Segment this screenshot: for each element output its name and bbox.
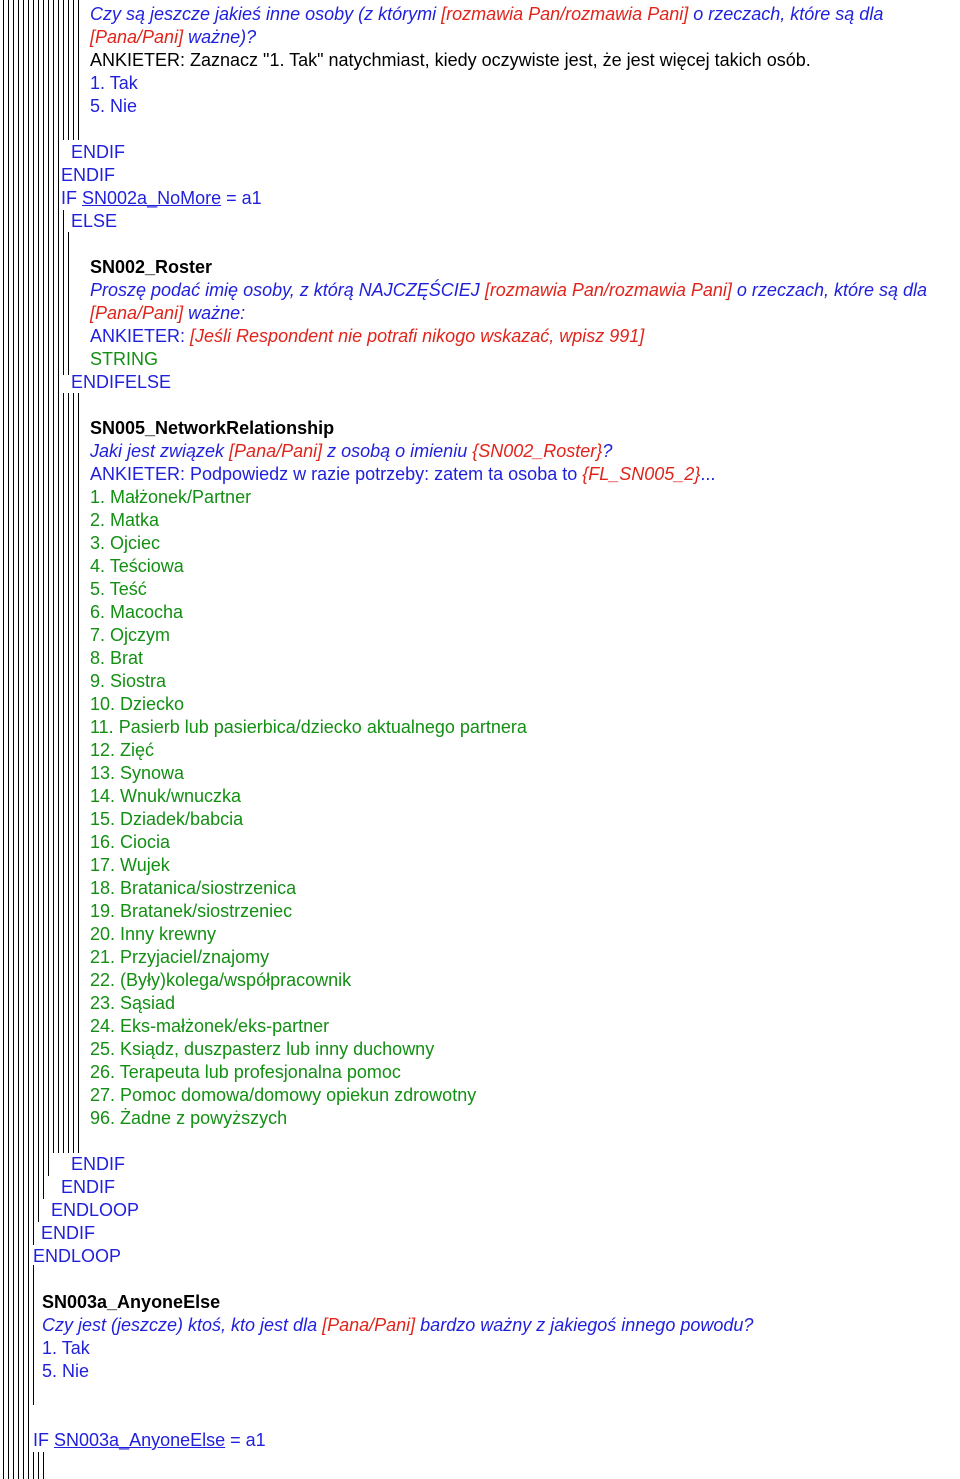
top-question-text: Czy są jeszcze jakieś inne osoby (z którymi — [90, 4, 442, 24]
question-id: SN003a_AnyoneElse — [42, 1292, 221, 1312]
top-option: 1. Tak — [90, 73, 138, 93]
nest-line — [13, 0, 14, 1479]
anyone-else-question — [42, 1314, 753, 1337]
relationship-option: 11. Pasierb lub pasierbica/dziecko aktualnego partnera — [90, 717, 527, 737]
ankieter-instruction: [Jeśli Respondent nie potrafi nikogo wskazać, wpisz 991] — [190, 326, 645, 346]
relationship-option: 20. Inny krewny — [90, 924, 217, 944]
nest-line — [63, 210, 64, 375]
keyword-if: IF — [61, 188, 77, 208]
anyone-else-question-text: Czy jest (jeszcze) ktoś, kto jest dla — [42, 1315, 323, 1335]
nest-line — [3, 0, 4, 1479]
roster-question-text: ważne: — [183, 303, 246, 323]
ankieter-text: ... — [700, 464, 716, 484]
nest-line — [73, 393, 74, 1153]
nest-line — [33, 1452, 34, 1479]
relationship-option: 27. Pomoc domowa/domowy opiekun zdrowotny — [90, 1085, 477, 1105]
relationship-option: 24. Eks-małżonek/eks-partner — [90, 1016, 330, 1036]
relationship-option: 9. Siostra — [90, 671, 167, 691]
relationship-question-text: Jaki jest związek — [90, 441, 230, 461]
relationship-option: 17. Wujek — [90, 855, 170, 875]
relationship-option: 2. Matka — [90, 510, 160, 530]
keyword-endif: ENDIF — [61, 165, 115, 185]
nest-line — [63, 0, 64, 140]
condition-if-anyone-else — [33, 1429, 266, 1452]
condition-value: = a1 — [221, 188, 262, 208]
relationship-option: 16. Ciocia — [90, 832, 171, 852]
roster-question-line2 — [90, 302, 245, 325]
nest-line — [68, 232, 69, 375]
nest-line — [78, 393, 79, 1153]
nest-line — [63, 393, 64, 1153]
relationship-option: 12. Zięć — [90, 740, 155, 760]
keyword-else: ELSE — [71, 211, 118, 231]
relationship-option: 10. Dziecko — [90, 694, 185, 714]
ankieter-fill: {FL_SN005_2} — [582, 464, 701, 484]
top-question-line2 — [90, 26, 256, 49]
relationship-option: 15. Dziadek/babcia — [90, 809, 244, 829]
keyword-endloop: ENDLOOP — [51, 1200, 140, 1220]
nest-line — [38, 0, 39, 1222]
nest-line — [48, 0, 49, 1176]
relationship-option: 19. Bratanek/siostrzeniec — [90, 901, 293, 921]
keyword-endifelse: ENDIFELSE — [71, 372, 172, 392]
keyword-if: IF — [33, 1430, 49, 1450]
condition-value: = a1 — [225, 1430, 266, 1450]
sn002a-nomore-link[interactable]: SN002a_NoMore — [82, 188, 222, 208]
question-id: SN002_Roster — [90, 257, 213, 277]
relationship-option: 22. (Były)kolega/współpracownik — [90, 970, 352, 990]
relationship-option: 3. Ojciec — [90, 533, 161, 553]
anyone-else-option: 1. Tak — [42, 1338, 90, 1358]
relationship-option: 7. Ojczym — [90, 625, 171, 645]
relationship-question-placeholder: {SN002_Roster} — [472, 441, 603, 461]
relationship-option: 6. Macocha — [90, 602, 184, 622]
roster-question-placeholder: [rozmawia Pan/rozmawia Pani] — [484, 280, 732, 300]
ankieter-label: ANKIETER: — [90, 326, 191, 346]
top-ankieter-note: ANKIETER: Zaznacz "1. Tak" natychmiast, kiedy oczywiste jest, że jest więcej takich osób. — [90, 50, 811, 70]
nest-line — [68, 0, 69, 140]
relationship-option: 8. Brat — [90, 648, 144, 668]
nest-line — [28, 0, 29, 1479]
relationship-question-text: ? — [602, 441, 613, 461]
top-question-placeholder: [Pana/Pani] — [90, 27, 184, 47]
nest-line — [8, 0, 9, 1479]
sn003a-anyoneelse-link[interactable]: SN003a_AnyoneElse — [54, 1430, 226, 1450]
condition-if-nomore — [61, 187, 262, 210]
ankieter-text: ANKIETER: Podpowiedz w razie potrzeby: zatem ta osoba to — [90, 464, 583, 484]
relationship-question — [90, 440, 612, 463]
keyword-endif: ENDIF — [71, 142, 125, 162]
nest-line — [78, 0, 79, 140]
relationship-question-placeholder: [Pana/Pani] — [229, 441, 323, 461]
anyone-else-question-text: bardzo ważny z jakiegoś innego powodu? — [415, 1315, 754, 1335]
nest-line — [43, 0, 44, 1199]
relationship-option: 23. Sąsiad — [90, 993, 176, 1013]
relationship-option: 21. Przyjaciel/znajomy — [90, 947, 270, 967]
nest-line — [33, 0, 34, 1245]
anyone-else-question-placeholder: [Pana/Pani] — [322, 1315, 416, 1335]
relationship-question-text: z osobą o imieniu — [322, 441, 473, 461]
nest-line — [43, 1452, 44, 1479]
top-option: 5. Nie — [90, 96, 138, 116]
top-question-text: ważne)? — [183, 27, 257, 47]
relationship-ankieter-note — [90, 463, 715, 486]
nest-line — [33, 1265, 34, 1405]
question-id: SN005_NetworkRelationship — [90, 418, 335, 438]
top-question-line1 — [90, 3, 883, 26]
relationship-option: 26. Terapeuta lub profesjonalna pomoc — [90, 1062, 401, 1082]
keyword-endif: ENDIF — [71, 1154, 125, 1174]
relationship-option: 1. Małżonek/Partner — [90, 487, 252, 507]
anyone-else-option: 5. Nie — [42, 1361, 90, 1381]
roster-question-line1 — [90, 279, 927, 302]
relationship-option: 96. Żadne z powyższych — [90, 1108, 288, 1128]
nest-line — [68, 393, 69, 1153]
relationship-option: 25. Ksiądz, duszpasterz lub inny duchowny — [90, 1039, 435, 1059]
nest-line — [23, 0, 24, 1479]
roster-ankieter-note — [90, 325, 644, 348]
nest-line — [73, 0, 74, 140]
relationship-option: 13. Synowa — [90, 763, 185, 783]
nest-line — [58, 0, 59, 1153]
roster-question-text: o rzeczach, które są dla — [731, 280, 928, 300]
roster-question-text: Proszę podać imię osoby, z którą NAJCZĘŚCIEJ — [90, 280, 485, 300]
answer-type: STRING — [90, 349, 159, 369]
nest-line — [18, 0, 19, 1479]
relationship-option: 5. Teść — [90, 579, 147, 599]
top-question-text: o rzeczach, które są dla — [688, 4, 884, 24]
relationship-option: 14. Wnuk/wnuczka — [90, 786, 242, 806]
keyword-endif: ENDIF — [61, 1177, 115, 1197]
top-question-placeholder: [rozmawia Pan/rozmawia Pani] — [441, 4, 689, 24]
relationship-option: 4. Teściowa — [90, 556, 184, 576]
nest-line — [53, 0, 54, 1153]
relationship-option: 18. Bratanica/siostrzenica — [90, 878, 297, 898]
keyword-endloop: ENDLOOP — [33, 1246, 122, 1266]
roster-question-placeholder: [Pana/Pani] — [90, 303, 184, 323]
keyword-endif: ENDIF — [41, 1223, 95, 1243]
nest-line — [38, 1452, 39, 1479]
